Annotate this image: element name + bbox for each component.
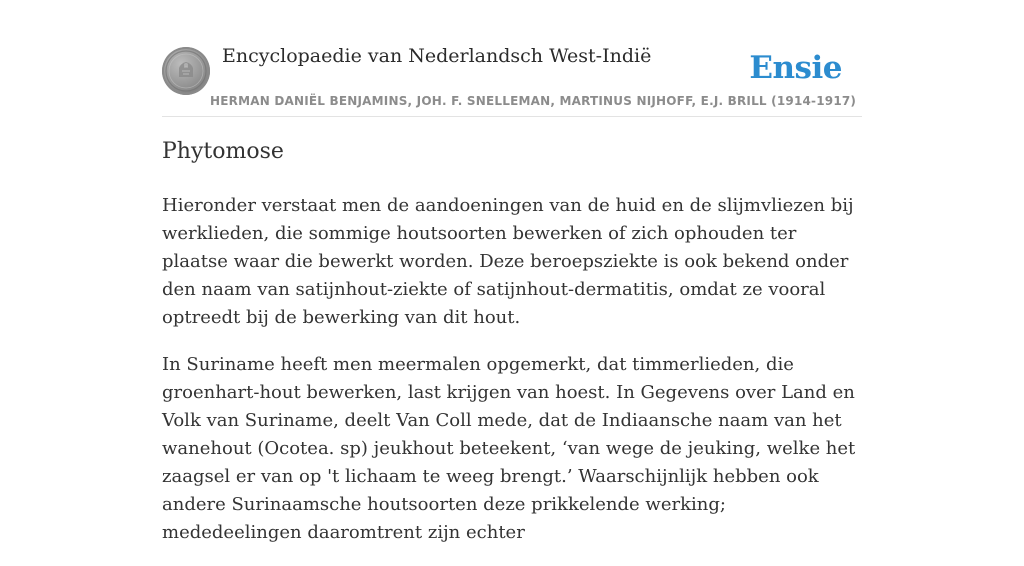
article-paragraph: Hieronder verstaat men de aandoeningen van de huid en de slijmvliezen bij werklieden, die sommige houtsoorten bewerken of zich ophouden ter plaatse waar die bewerkt worden. Deze beroepsziekte is ook bekend onder den naam van satijnhout-ziekte of satijnhout-dermatitis, omdat ze vooral optreedt bij de bewerking van dit hout.	[162, 195, 854, 328]
article-body	[162, 192, 862, 566]
article-title: Phytomose	[162, 139, 284, 164]
source-title[interactable]: Encyclopaedie van Nederlandsch West-Indië	[222, 45, 652, 67]
brand-logo[interactable]: Ensie	[749, 50, 842, 86]
coin-seal-icon[interactable]	[162, 47, 210, 95]
content-column	[162, 0, 862, 543]
source-header	[162, 0, 862, 117]
source-authors: HERMAN DANIËL BENJAMINS, JOH. F. SNELLEMAN, MARTINUS NIJHOFF, E.J. BRILL (1914-1917)	[210, 94, 857, 108]
article-paragraph: In Suriname heeft men meermalen opgemerkt, dat timmerlieden, die groenhart-hout bewerken, last krijgen van hoest. In Gegevens over Land en Volk van Suriname, deelt Van Coll mede, dat de Indiaansche naam van het wanehout (Ocotea. sp) jeukhout beteekent, ‘van wege de jeuking, welke het zaagsel er van op 't lichaam te weeg brengt.’ Waarschijnlijk hebben ook andere Surinaamsche houtsoorten deze prikkelende werking; mededeelingen daaromtrent zijn echter	[162, 354, 856, 543]
